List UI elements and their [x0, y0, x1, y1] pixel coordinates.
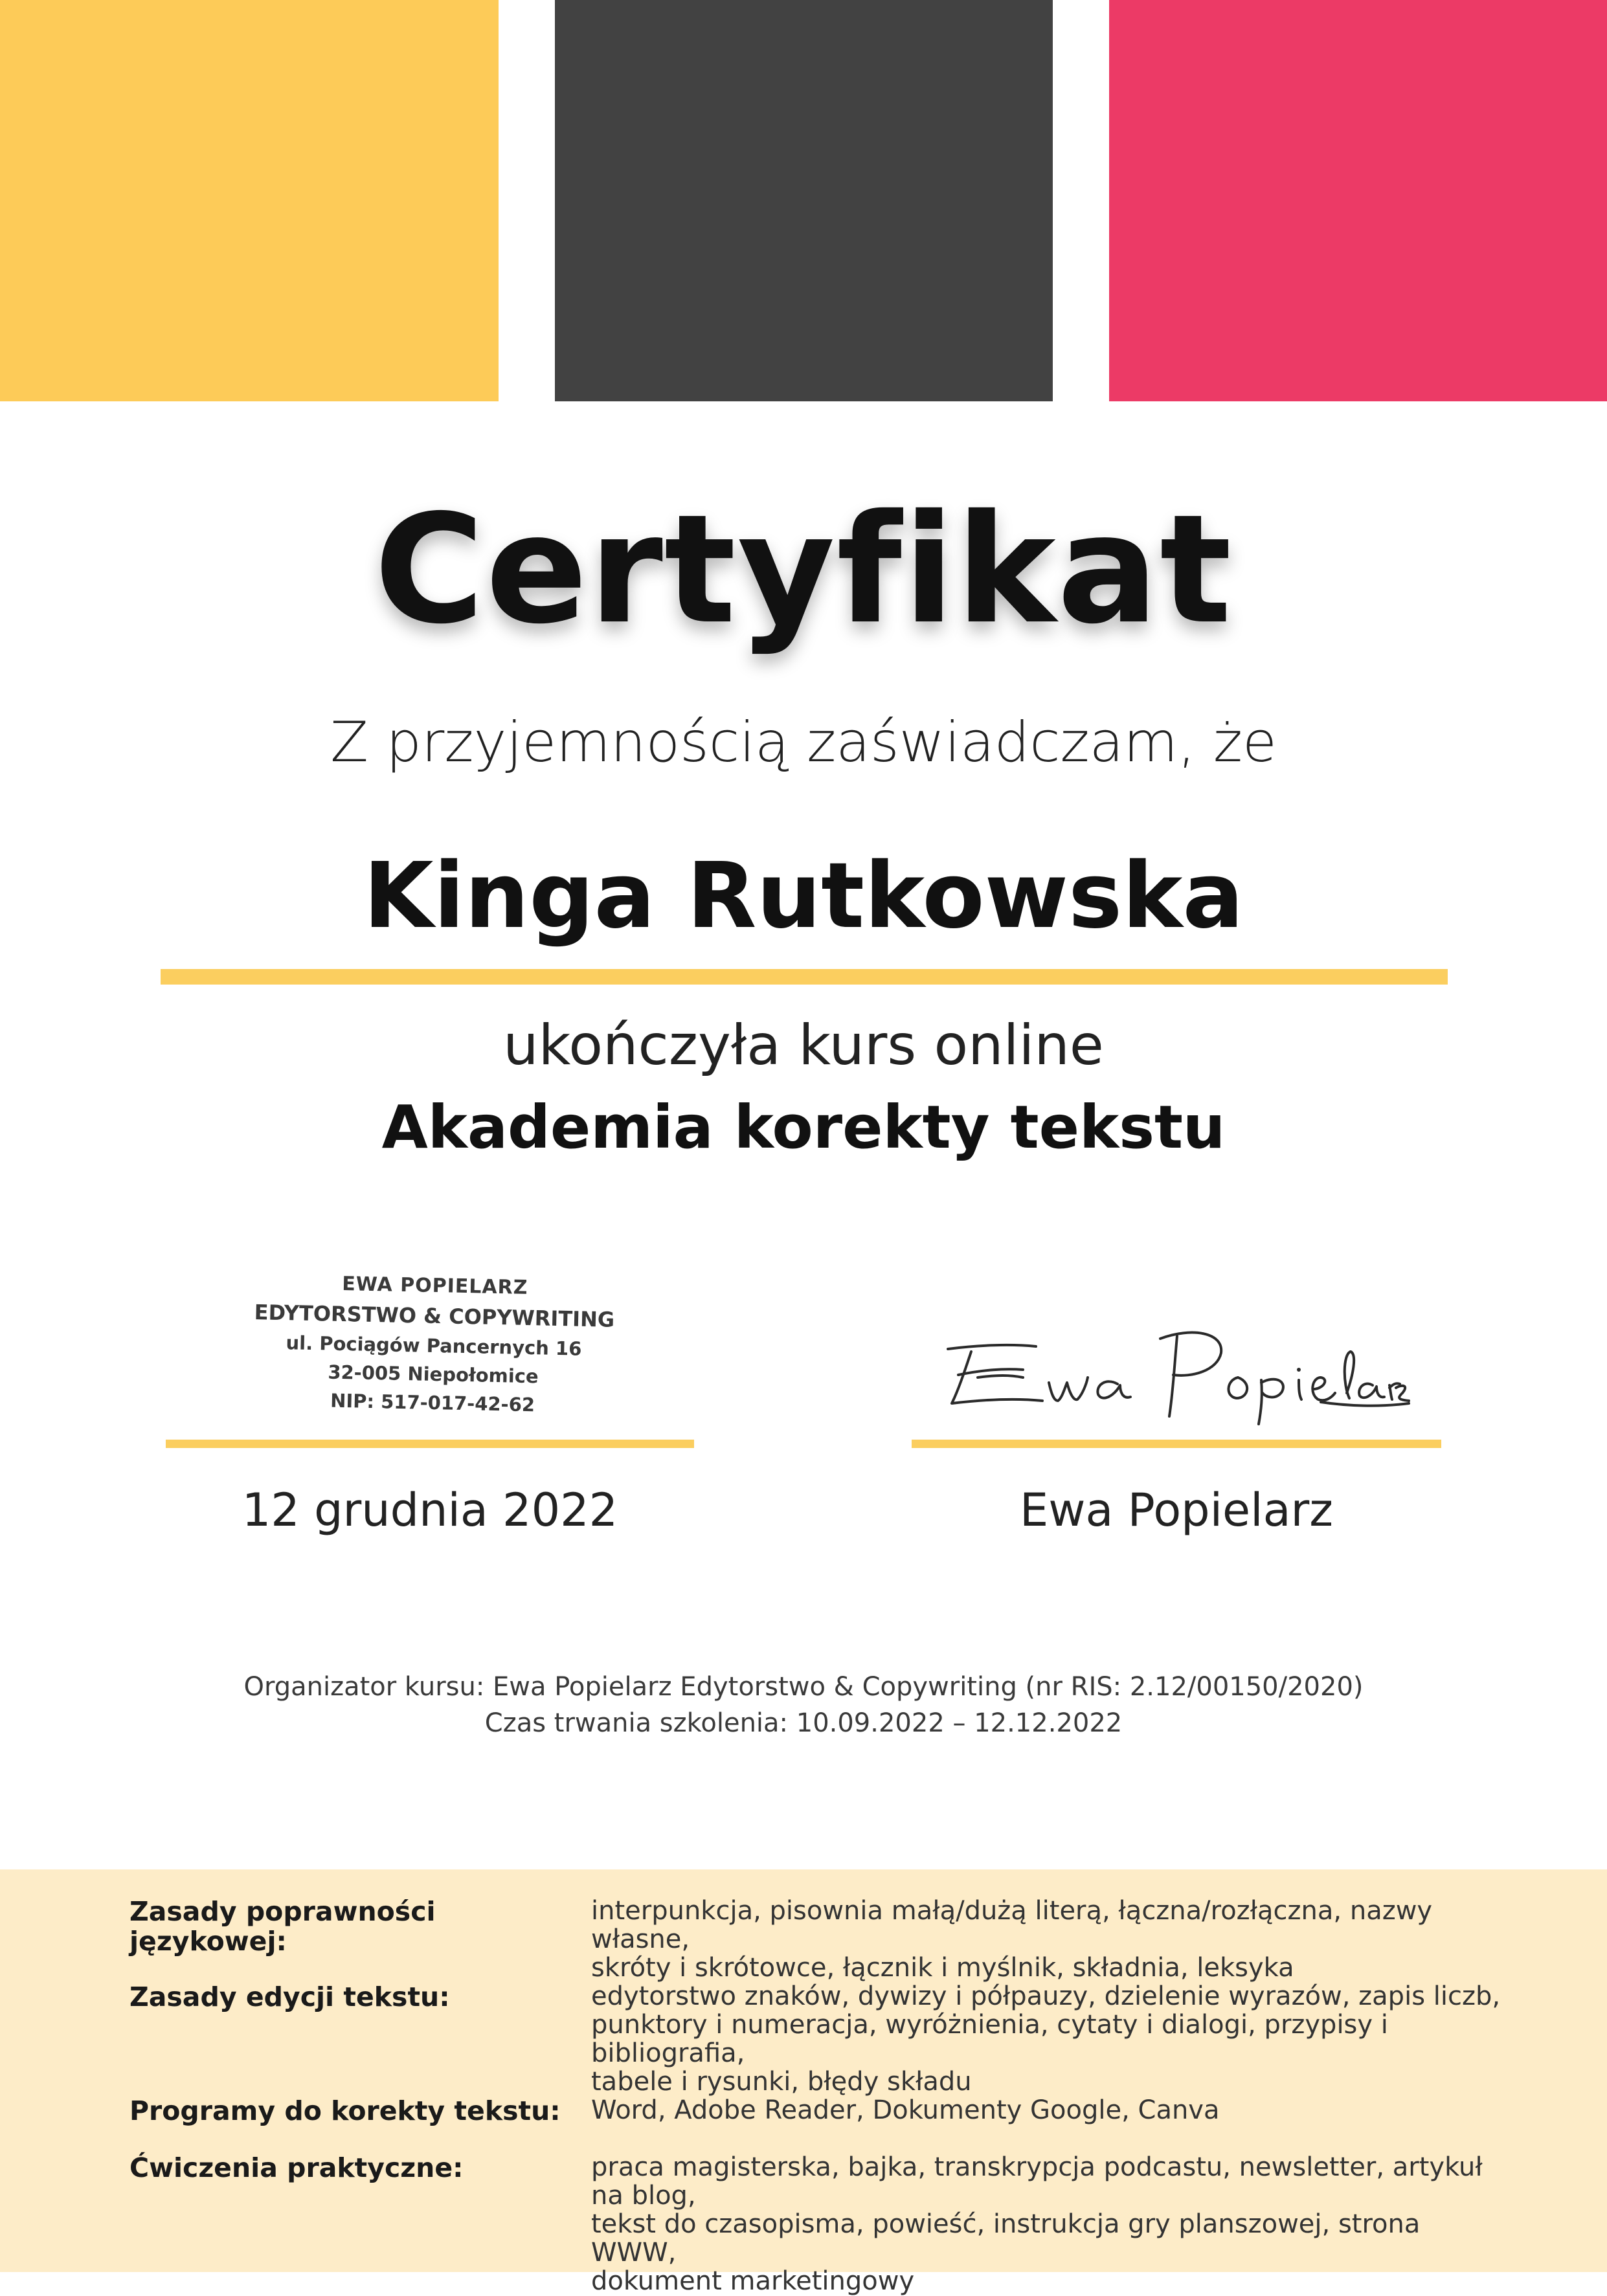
- stamp-line: ul. Pociągów Pancernych 16: [286, 1332, 582, 1360]
- details-value-line: skróty i skrótowce, łącznik i myślnik, składnia, leksyka: [591, 1953, 1294, 1983]
- details-value-line: dokument marketingowy: [591, 2266, 915, 2296]
- course-details-panel: [0, 1869, 1607, 2296]
- details-value: [591, 1897, 1511, 1982]
- stamp-line: EWA POPIELARZ: [341, 1273, 528, 1300]
- signature-line: [912, 1440, 1441, 1448]
- details-value-line: Word, Adobe Reader, Dokumenty Google, Canva: [591, 2095, 1220, 2125]
- details-value: [591, 2153, 1511, 2295]
- organizer-line: Organizator kursu: Ewa Popielarz Edytorstwo & Copywriting (nr RIS: 2.12/00150/2020): [243, 1672, 1364, 1702]
- certificate-intro: Z przyjemnością zaświadczam, że: [330, 710, 1277, 775]
- top-pink-block: [1109, 0, 1607, 401]
- details-label: Ćwiczenia praktyczne:: [129, 2152, 464, 2183]
- issue-date: 12 grudnia 2022: [242, 1484, 618, 1537]
- details-value: [591, 2096, 1511, 2124]
- details-value-line: tabele i rysunki, błędy składu: [591, 2067, 972, 2097]
- details-value-line: praca magisterska, bajka, transkrypcja podcastu, newsletter, artykuł na blog,: [591, 2152, 1483, 2211]
- details-value: [591, 1982, 1511, 2096]
- top-dark-block: [555, 0, 1053, 401]
- date-line: [166, 1440, 694, 1448]
- stamp-line: 32-005 Niepołomice: [328, 1361, 539, 1388]
- handwritten-signature: [932, 1313, 1411, 1429]
- course-name: Akademia korekty tekstu: [381, 1093, 1226, 1162]
- details-value-line: interpunkcja, pisownia małą/dużą literą, łączna/rozłączna, nazwy własne,: [591, 1896, 1433, 1954]
- organizer-info: [0, 1669, 1607, 1741]
- duration-line: Czas trwania szkolenia: 10.09.2022 – 12.12.2022: [484, 1708, 1123, 1738]
- details-label: Zasady poprawności językowej:: [129, 1896, 436, 1957]
- details-label: Zasady edycji tekstu:: [129, 1981, 450, 2012]
- certificate-title: Certyfikat: [374, 482, 1233, 657]
- details-value-line: edytorstwo znaków, dywizy i półpauzy, dzielenie wyrazów, zapis liczb,: [591, 1981, 1501, 2011]
- recipient-name: Kinga Rutkowska: [363, 843, 1244, 949]
- details-label: Programy do korekty tekstu:: [129, 2095, 561, 2126]
- top-yellow-block: [0, 0, 499, 401]
- signer-name: Ewa Popielarz: [1020, 1484, 1333, 1537]
- details-value-line: punktory i numeracja, wyróżnienia, cytaty i dialogi, przypisy i bibliografia,: [591, 2010, 1388, 2068]
- company-stamp: [232, 1268, 636, 1421]
- completed-text: ukończyła kurs online: [503, 1013, 1104, 1078]
- details-value-line: tekst do czasopisma, powieść, instrukcja gry planszowej, strona WWW,: [591, 2209, 1421, 2268]
- stamp-line: NIP: 517-017-42-62: [330, 1389, 535, 1416]
- name-underline: [161, 969, 1448, 985]
- stamp-line: EDYTORSTWO & COPYWRITING: [254, 1300, 615, 1332]
